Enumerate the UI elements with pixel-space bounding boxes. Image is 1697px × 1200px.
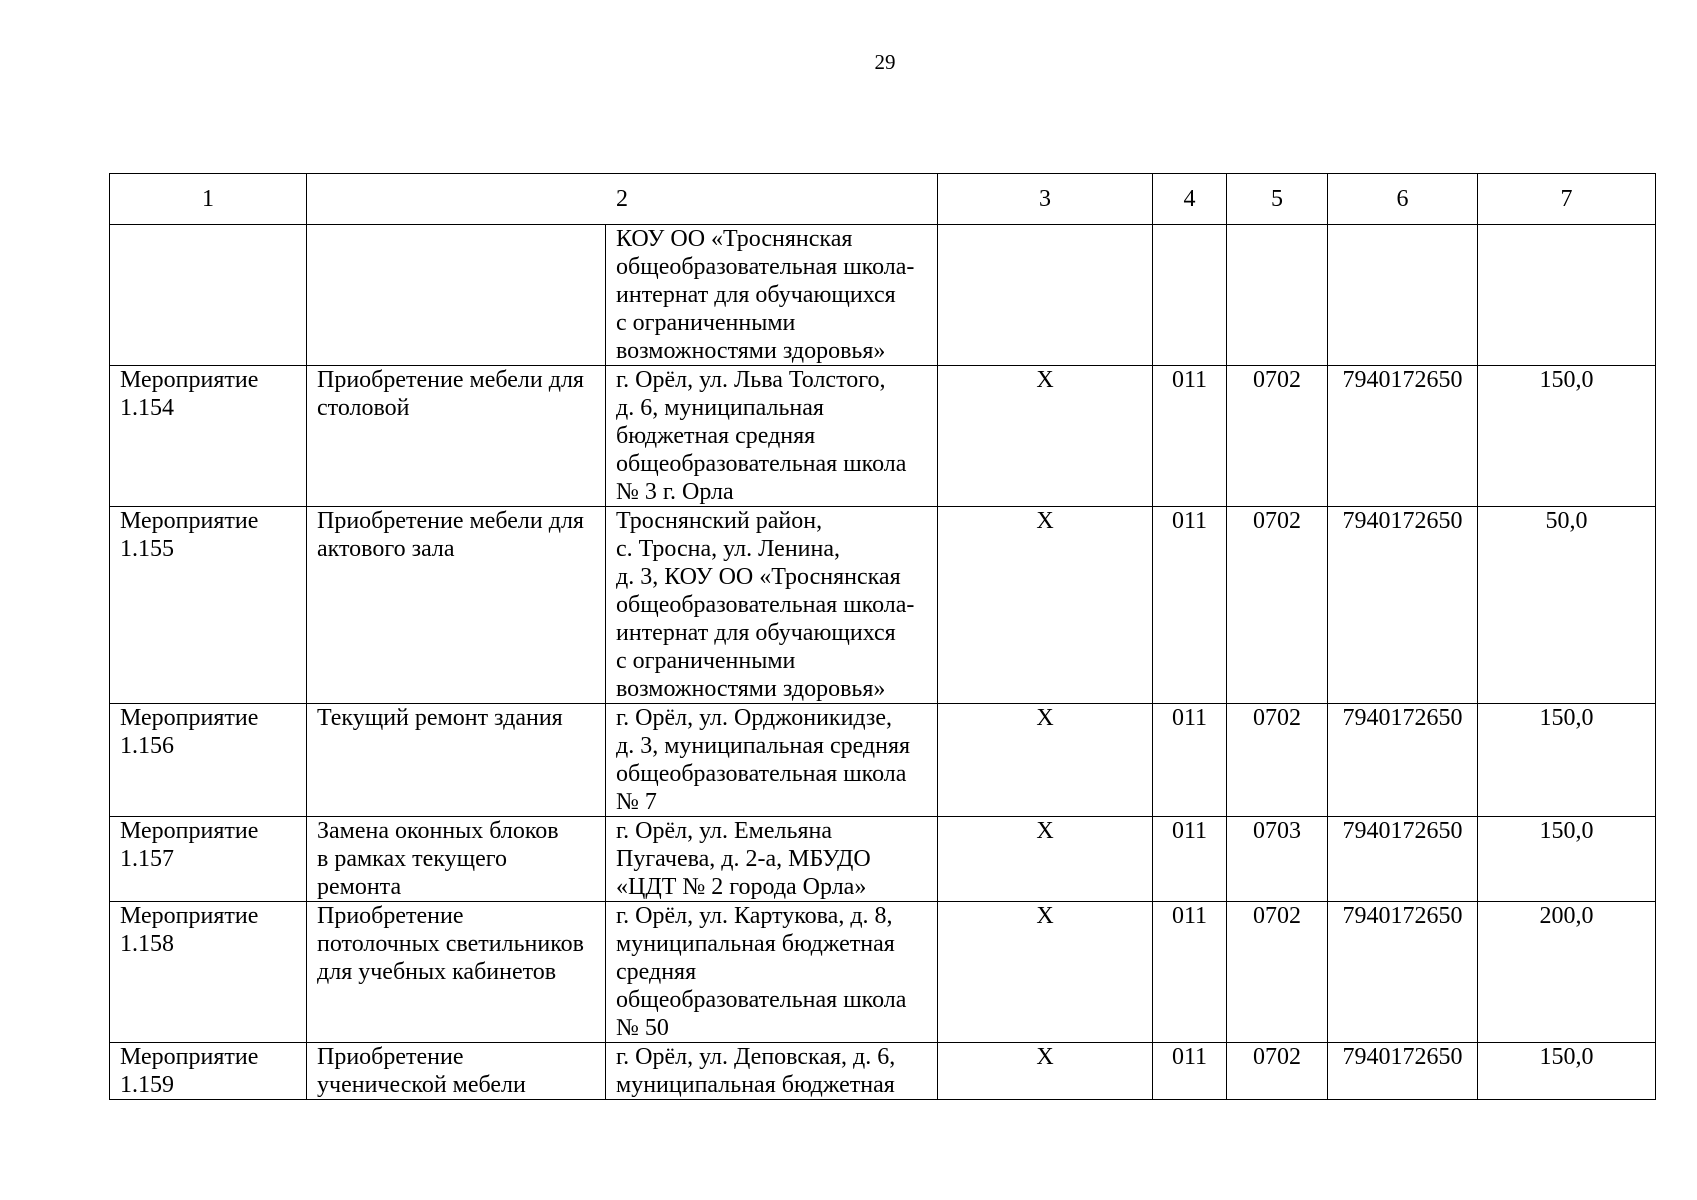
col5-cell: 0702 — [1227, 366, 1328, 507]
cell-text-line: Пугачева, д. 2-а, МБУДО — [616, 846, 871, 872]
table-row — [110, 1043, 1656, 1100]
cell-text-line: Приобретение — [317, 903, 464, 929]
header-col-4: 4 — [1153, 174, 1227, 225]
continuation-row — [110, 225, 1656, 366]
cell-text-line: Приобретение — [317, 1044, 464, 1070]
cell-text-line: общеобразовательная школа — [616, 987, 907, 1013]
event-cell — [110, 1043, 307, 1100]
cell-text-line: 1.158 — [120, 931, 174, 957]
location-cell — [606, 1043, 938, 1100]
location-cell — [606, 704, 938, 817]
cell-text-line: общеобразовательная школа — [616, 451, 907, 477]
cell-text-line: ученической мебели — [317, 1072, 526, 1098]
location-cell — [606, 507, 938, 704]
col3-cell: X — [938, 902, 1153, 1043]
col7-cell: 50,0 — [1478, 507, 1656, 704]
col6-cell: 7940172650 — [1328, 817, 1478, 902]
location-cell — [606, 225, 938, 366]
cell-text-line: г. Орёл, ул. Картукова, д. 8, — [616, 903, 893, 929]
cell-text-line: потолочных светильников — [317, 931, 584, 957]
location-cell — [606, 902, 938, 1043]
table-row — [110, 366, 1656, 507]
cell-text-line: № 50 — [616, 1015, 669, 1041]
col4-cell: 011 — [1153, 366, 1227, 507]
cell-text-line: в рамках текущего — [317, 846, 507, 872]
col7-cell — [1478, 225, 1656, 366]
col5-cell: 0703 — [1227, 817, 1328, 902]
table-row — [110, 704, 1656, 817]
name-cell — [307, 507, 606, 704]
table-row — [110, 507, 1656, 704]
cell-text-line: общеобразовательная школа- — [616, 592, 915, 618]
col3-cell: X — [938, 704, 1153, 817]
cell-text-line: г. Орёл, ул. Емельяна — [616, 818, 832, 844]
cell-text-line: Мероприятие — [120, 367, 259, 393]
header-col-3: 3 — [938, 174, 1153, 225]
col7-cell: 150,0 — [1478, 1043, 1656, 1100]
event-cell — [110, 817, 307, 902]
header-col-7: 7 — [1478, 174, 1656, 225]
budget-table — [109, 173, 1656, 1100]
location-cell — [606, 817, 938, 902]
cell-text-line: актового зала — [317, 536, 455, 562]
col4-cell: 011 — [1153, 817, 1227, 902]
col5-cell: 0702 — [1227, 507, 1328, 704]
cell-text-line: Мероприятие — [120, 1044, 259, 1070]
cell-text-line: Мероприятие — [120, 903, 259, 929]
cell-text-line: № 7 — [616, 789, 657, 815]
name-cell — [307, 366, 606, 507]
col7-cell: 200,0 — [1478, 902, 1656, 1043]
cell-text-line: «ЦДТ № 2 города Орла» — [616, 874, 867, 900]
name-cell — [307, 704, 606, 817]
cell-text-line: КОУ ОО «Троснянская — [616, 226, 853, 252]
event-cell — [110, 366, 307, 507]
name-cell — [307, 902, 606, 1043]
cell-text-line: общеобразовательная школа- — [616, 254, 915, 280]
header-col-2: 2 — [307, 174, 938, 225]
header-col-1: 1 — [110, 174, 307, 225]
cell-text-line: муниципальная бюджетная — [616, 931, 895, 957]
col5-cell: 0702 — [1227, 704, 1328, 817]
col6-cell — [1328, 225, 1478, 366]
header-col-5: 5 — [1227, 174, 1328, 225]
cell-text-line: общеобразовательная школа — [616, 761, 907, 787]
col5-cell: 0702 — [1227, 1043, 1328, 1100]
col4-cell: 011 — [1153, 1043, 1227, 1100]
cell-text-line: для учебных кабинетов — [317, 959, 557, 985]
col4-cell — [1153, 225, 1227, 366]
col7-cell: 150,0 — [1478, 704, 1656, 817]
page-number: 29 — [874, 50, 896, 74]
cell-text-line: муниципальная бюджетная — [616, 1072, 895, 1098]
col6-cell: 7940172650 — [1328, 507, 1478, 704]
col5-cell — [1227, 225, 1328, 366]
cell-text-line: г. Орёл, ул. Льва Толстого, — [616, 367, 886, 393]
cell-text-line: Замена оконных блоков — [317, 818, 559, 844]
name-cell — [307, 1043, 606, 1100]
cell-text-line: возможностями здоровья» — [616, 338, 886, 364]
cell-text-line: 1.159 — [120, 1072, 174, 1098]
event-cell — [110, 902, 307, 1043]
col3-cell — [938, 225, 1153, 366]
cell-text-line: г. Орёл, ул. Орджоникидзе, — [616, 705, 893, 731]
cell-text-line: 1.157 — [120, 846, 174, 872]
cell-text-line: Текущий ремонт здания — [317, 705, 563, 731]
name-cell — [307, 225, 606, 366]
cell-text-line: ремонта — [317, 874, 402, 900]
col3-cell: X — [938, 817, 1153, 902]
table-row — [110, 817, 1656, 902]
col6-cell: 7940172650 — [1328, 704, 1478, 817]
col3-cell: X — [938, 507, 1153, 704]
col3-cell: X — [938, 1043, 1153, 1100]
col6-cell: 7940172650 — [1328, 366, 1478, 507]
cell-text-line: Мероприятие — [120, 508, 259, 534]
location-cell — [606, 366, 938, 507]
cell-text-line: г. Орёл, ул. Деповская, д. 6, — [616, 1044, 896, 1070]
cell-text-line: Приобретение мебели для — [317, 508, 584, 534]
event-cell — [110, 507, 307, 704]
cell-text-line: возможностями здоровья» — [616, 676, 886, 702]
col7-cell: 150,0 — [1478, 817, 1656, 902]
cell-text-line: д. 6, муниципальная — [616, 395, 824, 421]
header-col-6: 6 — [1328, 174, 1478, 225]
cell-text-line: интернат для обучающихся — [616, 282, 896, 308]
cell-text-line: Мероприятие — [120, 705, 259, 731]
header-row — [110, 174, 1656, 225]
cell-text-line: 1.155 — [120, 536, 174, 562]
cell-text-line: с ограниченными — [616, 648, 796, 674]
name-cell — [307, 817, 606, 902]
cell-text-line: столовой — [317, 395, 410, 421]
cell-text-line: 1.156 — [120, 733, 174, 759]
cell-text-line: Мероприятие — [120, 818, 259, 844]
event-cell — [110, 704, 307, 817]
col4-cell: 011 — [1153, 902, 1227, 1043]
col6-cell: 7940172650 — [1328, 902, 1478, 1043]
cell-text-line: с. Тросна, ул. Ленина, — [616, 536, 841, 562]
cell-text-line: д. 3, КОУ ОО «Троснянская — [616, 564, 901, 590]
col4-cell: 011 — [1153, 704, 1227, 817]
cell-text-line: бюджетная средняя — [616, 423, 816, 449]
cell-text-line: средняя — [616, 959, 697, 985]
cell-text-line: 1.154 — [120, 395, 174, 421]
event-cell — [110, 225, 307, 366]
cell-text-line: с ограниченными — [616, 310, 796, 336]
cell-text-line: д. 3, муниципальная средняя — [616, 733, 911, 759]
col7-cell: 150,0 — [1478, 366, 1656, 507]
col6-cell: 7940172650 — [1328, 1043, 1478, 1100]
col4-cell: 011 — [1153, 507, 1227, 704]
cell-text-line: Приобретение мебели для — [317, 367, 584, 393]
table-row — [110, 902, 1656, 1043]
col3-cell: X — [938, 366, 1153, 507]
col5-cell: 0702 — [1227, 902, 1328, 1043]
cell-text-line: № 3 г. Орла — [616, 479, 734, 505]
cell-text-line: Троснянский район, — [616, 508, 823, 534]
cell-text-line: интернат для обучающихся — [616, 620, 896, 646]
